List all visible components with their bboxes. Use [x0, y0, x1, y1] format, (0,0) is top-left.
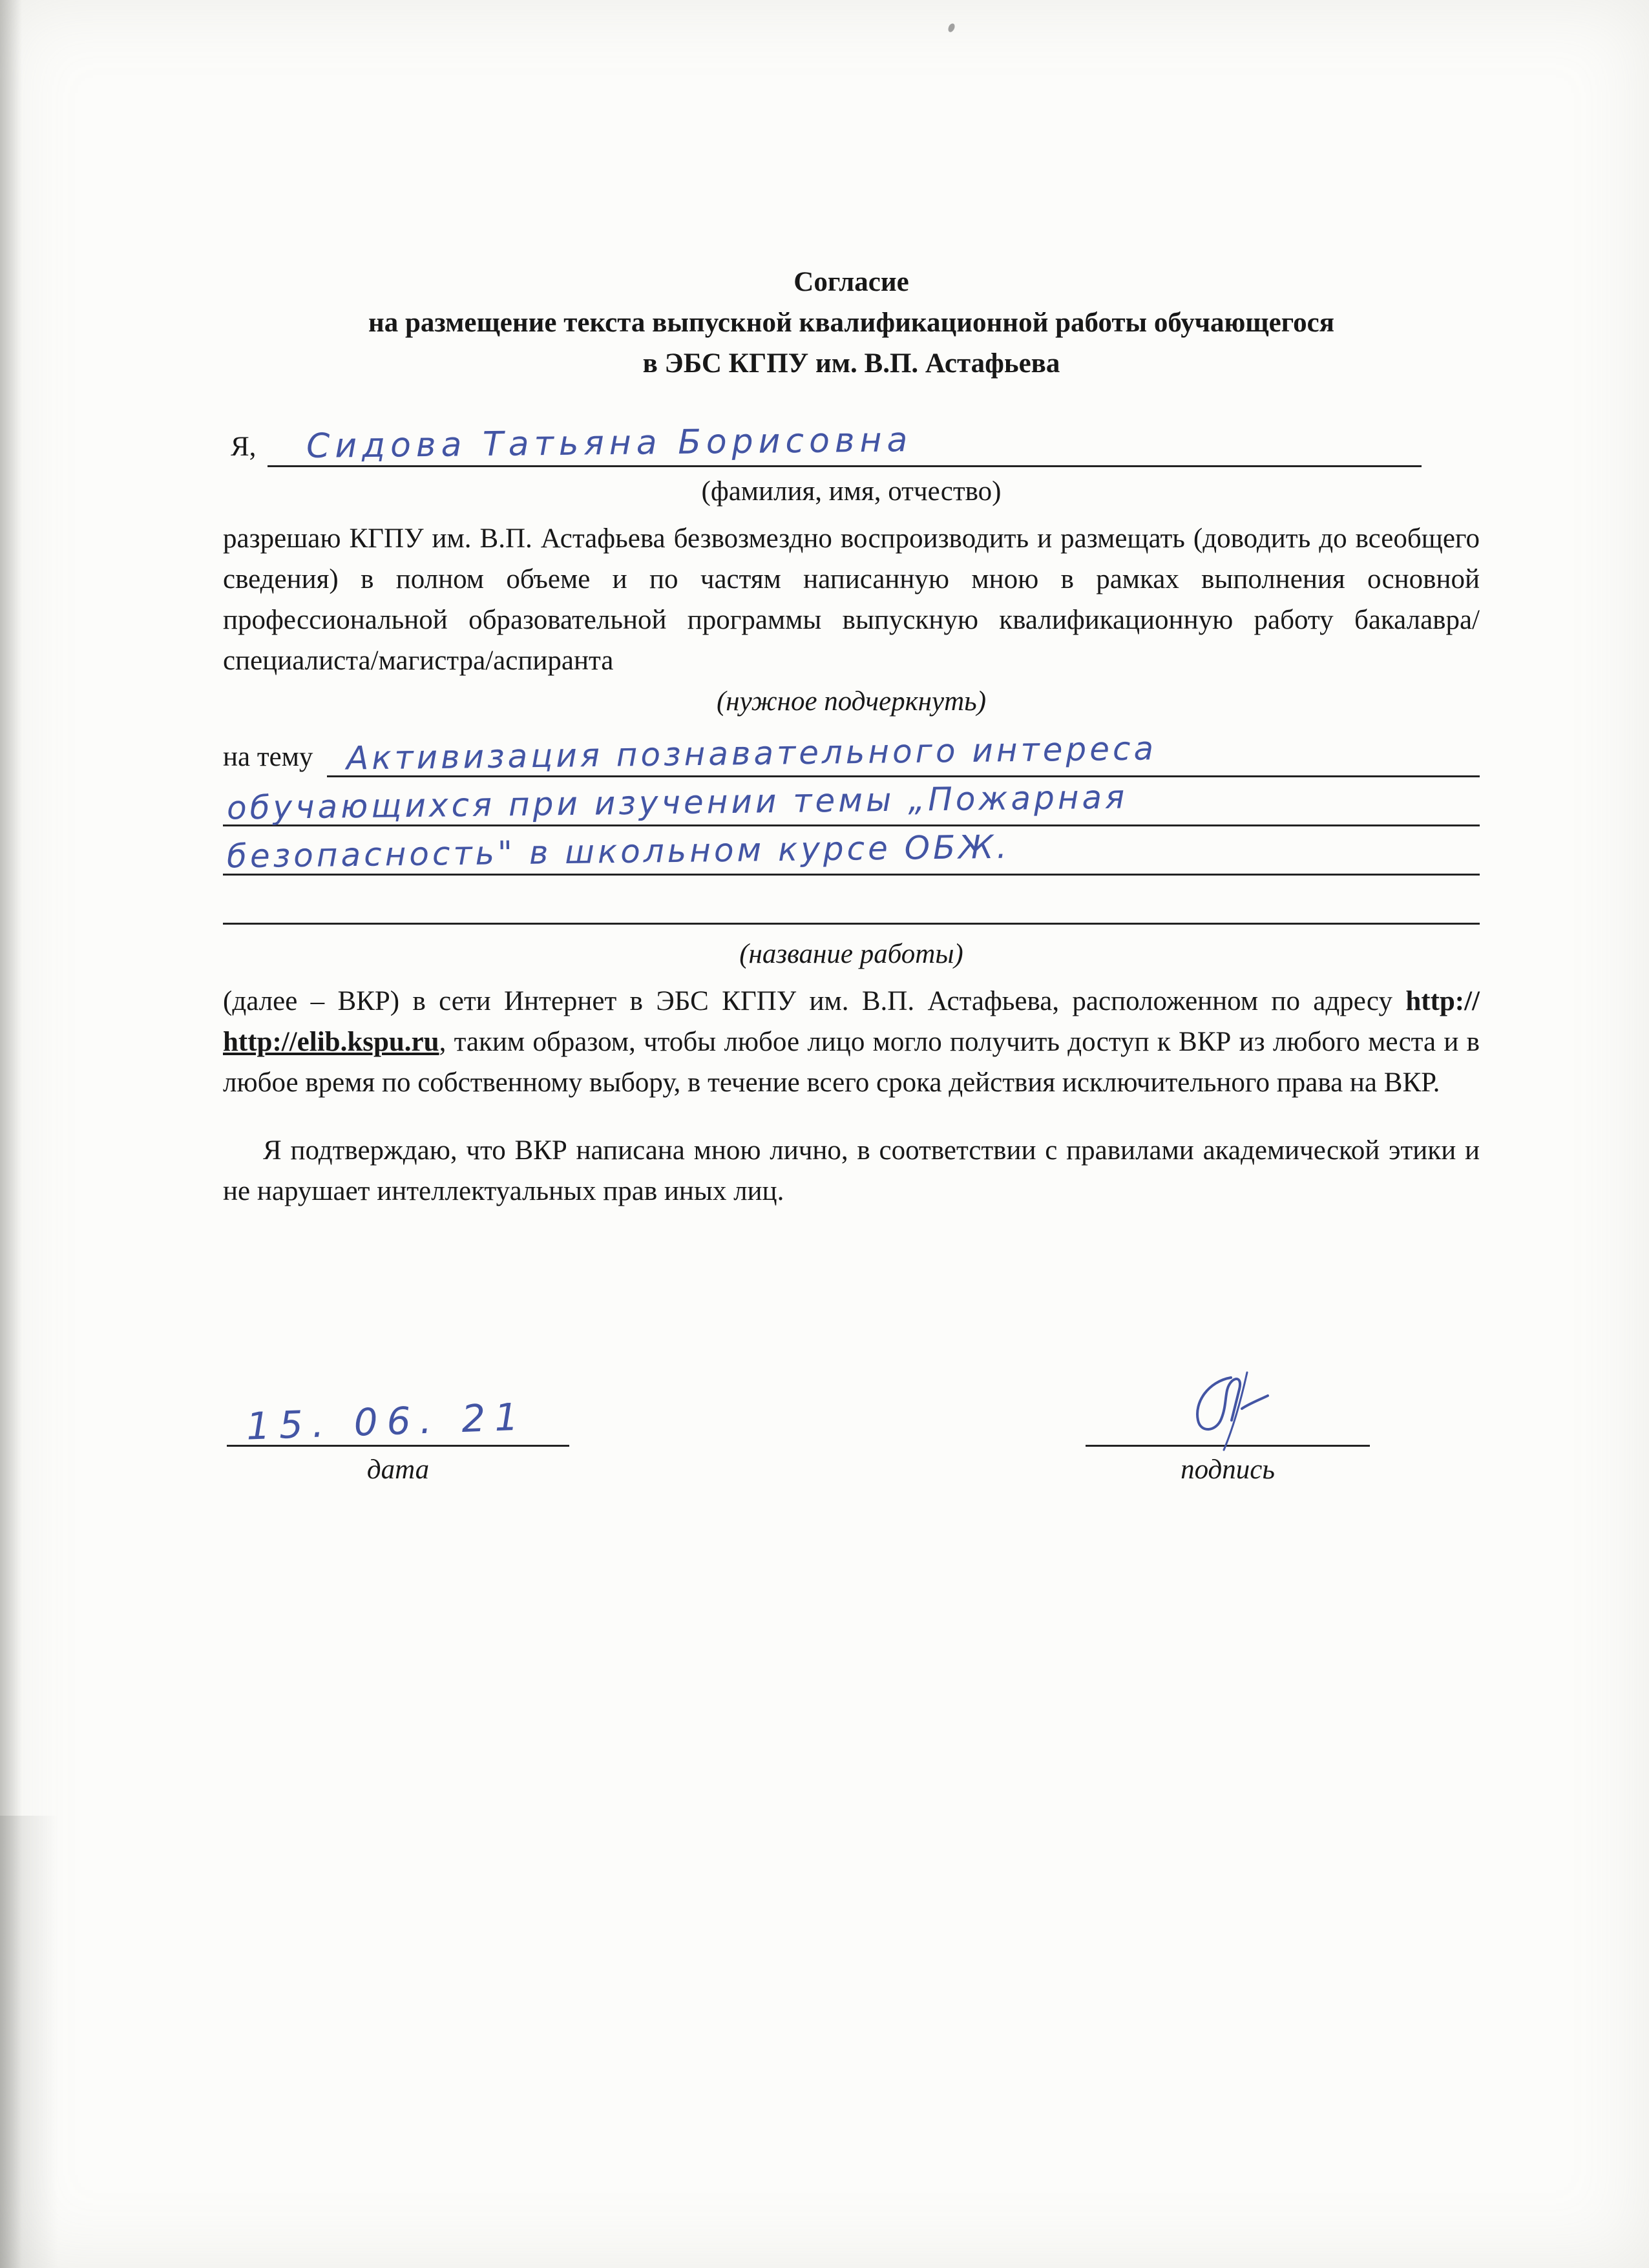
vkr-paragraph-part1: (далее – ВКР) в сети Интернет в ЭБС КГПУ им. В.П. Астафьева, расположенном по адресу [223, 986, 1406, 1016]
topic-underline-1 [327, 730, 1480, 777]
topic-prefix: на тему [223, 742, 313, 772]
date-block [227, 1387, 569, 1490]
handwritten-date: 15. 06. 21 [245, 1394, 529, 1449]
footer-row [223, 1387, 1480, 1490]
date-label: дата [366, 1454, 430, 1485]
handwritten-topic-3: безопасность" в школьном курсе ОБЖ. [226, 828, 1011, 876]
topic-blank-line [223, 876, 1480, 925]
permission-paragraph: разрешаю КГПУ им. В.П. Астафьева безвозмездно воспроизводить и размещать (доводить до всеобщего сведения) в полном объеме и по частям написанную мною в рамках выполнения основной профессиональной образовательной программы выпускную квалификационную работу бакалавра/специалиста/магистра/аспиранта [223, 523, 1480, 676]
topic-line-2 [223, 777, 1480, 826]
fio-caption: (фамилия, имя, отчество) [701, 476, 1002, 507]
name-prefix: Я, [231, 432, 257, 462]
signature-icon [1170, 1370, 1286, 1454]
topic-line-1 [223, 728, 1480, 777]
handwritten-topic-2: обучающихся при изучении темы „Пожарная [226, 778, 1128, 827]
title-line-1: Согласие [793, 267, 909, 297]
name-underline [268, 421, 1422, 467]
handwritten-topic-1: Активизация познавательного интереса [346, 730, 1157, 777]
vkr-paragraph-part2: , таким образом, чтобы любое лицо могло получить доступ к ВКР из любого места и в любое время по собственному выбору, в течение всего срока действия исключительного права на ВКР. [223, 1027, 1480, 1098]
page-title [223, 262, 1480, 384]
vkr-paragraph [223, 981, 1480, 1103]
confirmation-paragraph: Я подтверждаю, что ВКР написана мною лично, в соответствии с правилами академической этики и не нарушает интеллектуальных прав иных лиц. [223, 1135, 1480, 1206]
name-line [223, 419, 1480, 467]
handwritten-name: Сидова Татьяна Борисовна [306, 421, 914, 466]
elib-url: http://elib.kspu.ru [223, 1027, 439, 1057]
topic-caption: (название работы) [739, 939, 963, 969]
signature-label: подпись [1181, 1454, 1275, 1485]
topic-line-3 [223, 826, 1480, 876]
date-line [227, 1387, 569, 1447]
signature-block [1086, 1387, 1370, 1490]
title-line-2: на размещение текста выпускной квалификационной работы обучающегося [368, 308, 1334, 338]
underline-note: (нужное подчеркнуть) [716, 686, 987, 717]
title-line-3: в ЭБС КГПУ им. В.П. Астафьева [642, 348, 1060, 379]
url-prefix: http:// [1405, 986, 1480, 1016]
scan-corner-shadow [0, 1816, 58, 2268]
signature-line [1086, 1387, 1370, 1447]
